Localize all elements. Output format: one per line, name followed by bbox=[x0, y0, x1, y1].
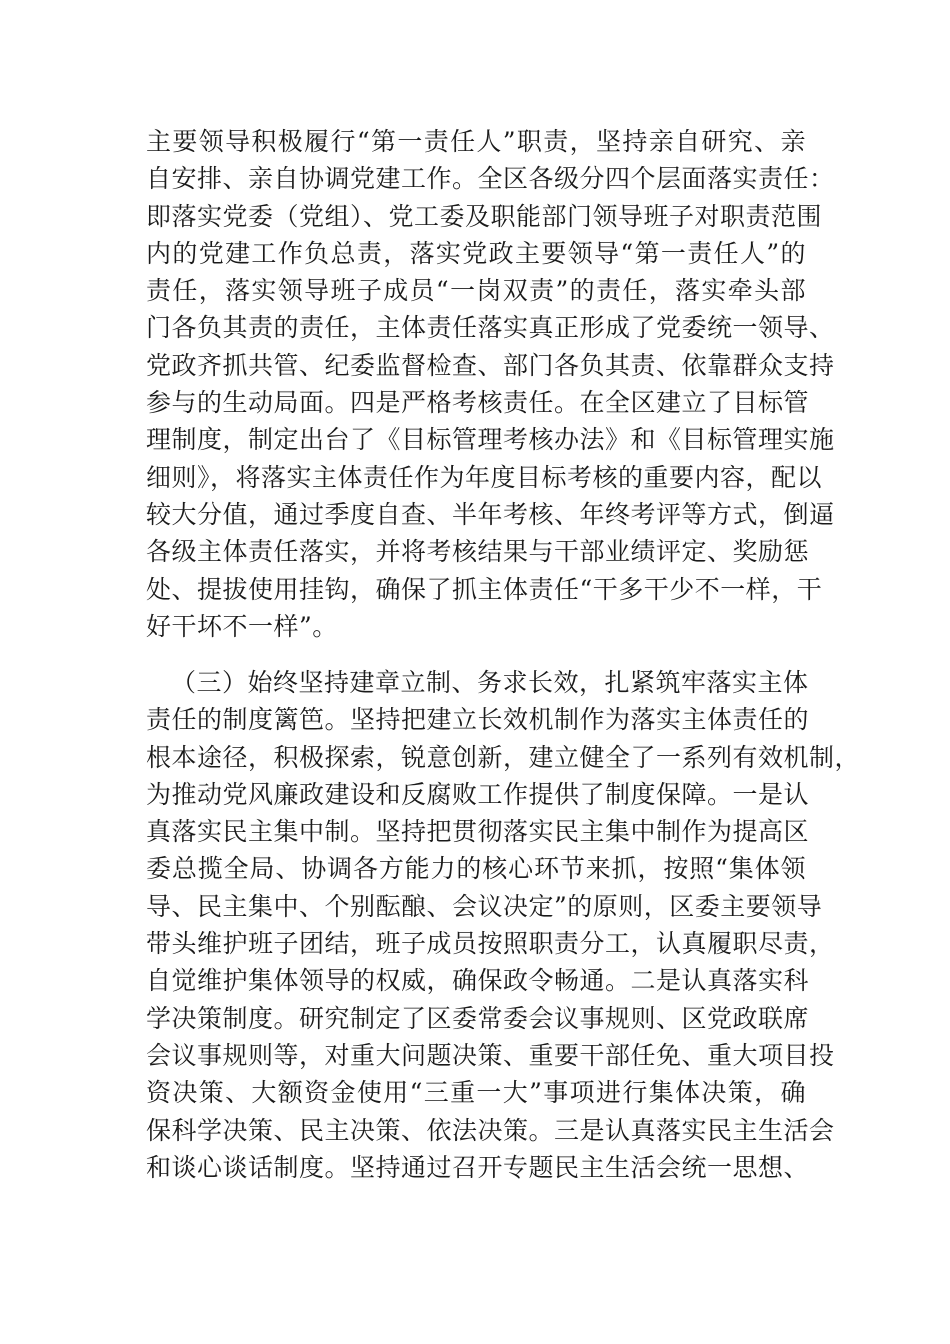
text-line: 内的党建工作负总责，落实党政主要领导“第一责任人”的 bbox=[146, 238, 806, 268]
paragraph-continuation bbox=[146, 123, 835, 645]
text-line: 各级主体责任落实，并将考核结果与干部业绩评定、奖励惩 bbox=[146, 537, 810, 567]
text-line: 党政齐抓共管、纪委监督检查、部门各负其责、依靠群众支持 bbox=[146, 350, 835, 380]
text-line: 保科学决策、民主决策、依法决策。三是认真落实民主生活会 bbox=[146, 1115, 835, 1145]
text-line: 为推动党风廉政建设和反腐败工作提供了制度保障。一是认 bbox=[146, 779, 810, 809]
text-line: 自觉维护集体领导的权威，确保政令畅通。二是认真落实科 bbox=[146, 966, 810, 996]
text-line: 好干坏不一样”。 bbox=[146, 611, 338, 641]
section-three-paragraph bbox=[146, 664, 861, 1186]
text-line: 学决策制度。研究制定了区委常委会议事规则、区党政联席 bbox=[146, 1003, 810, 1033]
text-line: 委总揽全局、协调各方能力的核心环节来抓，按照“集体领 bbox=[146, 854, 806, 884]
text-line: 即落实党委（党组）、党工委及职能部门领导班子对职责范围 bbox=[146, 201, 823, 231]
text-line: 和谈心谈话制度。坚持通过召开专题民主生活会统一思想、 bbox=[146, 1152, 810, 1182]
text-line: 参与的生动局面。四是严格考核责任。在全区建立了目标管 bbox=[146, 388, 810, 418]
text-line: 责任的制度篱笆。坚持把建立长效机制作为落实主体责任的 bbox=[146, 705, 810, 735]
text-line: 责任，落实领导班子成员“一岗双责”的责任，落实牵头部 bbox=[146, 276, 806, 306]
text-line: 根本途径，积极探索，锐意创新，建立健全了一系列有效机制， bbox=[146, 742, 861, 772]
text-line: 真落实民主集中制。坚持把贯彻落实民主集中制作为提高区 bbox=[146, 817, 810, 847]
text-line: 理制度，制定出台了《目标管理考核办法》和《目标管理实施 bbox=[146, 425, 835, 455]
section-heading-line: （三）始终坚持建章立制、务求长效，扎紧筑牢落实主体 bbox=[171, 668, 809, 697]
text-line: 处、提拔使用挂钩，确保了抓主体责任“干多干少不一样，干 bbox=[146, 574, 823, 604]
text-line: 导、民主集中、个别酝酿、会议决定”的原则，区委主要领导 bbox=[146, 891, 823, 921]
text-line: 主要领导积极履行“第一责任人”职责，坚持亲自研究、亲 bbox=[146, 127, 806, 156]
text-line: 带头维护班子团结，班子成员按照职责分工，认真履职尽责， bbox=[146, 929, 835, 959]
text-line: 会议事规则等，对重大问题决策、重要干部任免、重大项目投 bbox=[146, 1040, 835, 1070]
text-line: 细则》，将落实主体责任作为年度目标考核的重要内容，配以 bbox=[146, 462, 823, 492]
text-line: 资决策、大额资金使用“三重一大”事项进行集体决策，确 bbox=[146, 1078, 806, 1108]
text-line: 门各负其责的责任，主体责任落实真正形成了党委统一领导、 bbox=[146, 313, 835, 343]
text-line: 自安排、亲自协调党建工作。全区各级分四个层面落实责任： bbox=[146, 164, 835, 194]
text-line: 较大分值，通过季度自查、半年考核、年终考评等方式，倒逼 bbox=[146, 499, 835, 529]
